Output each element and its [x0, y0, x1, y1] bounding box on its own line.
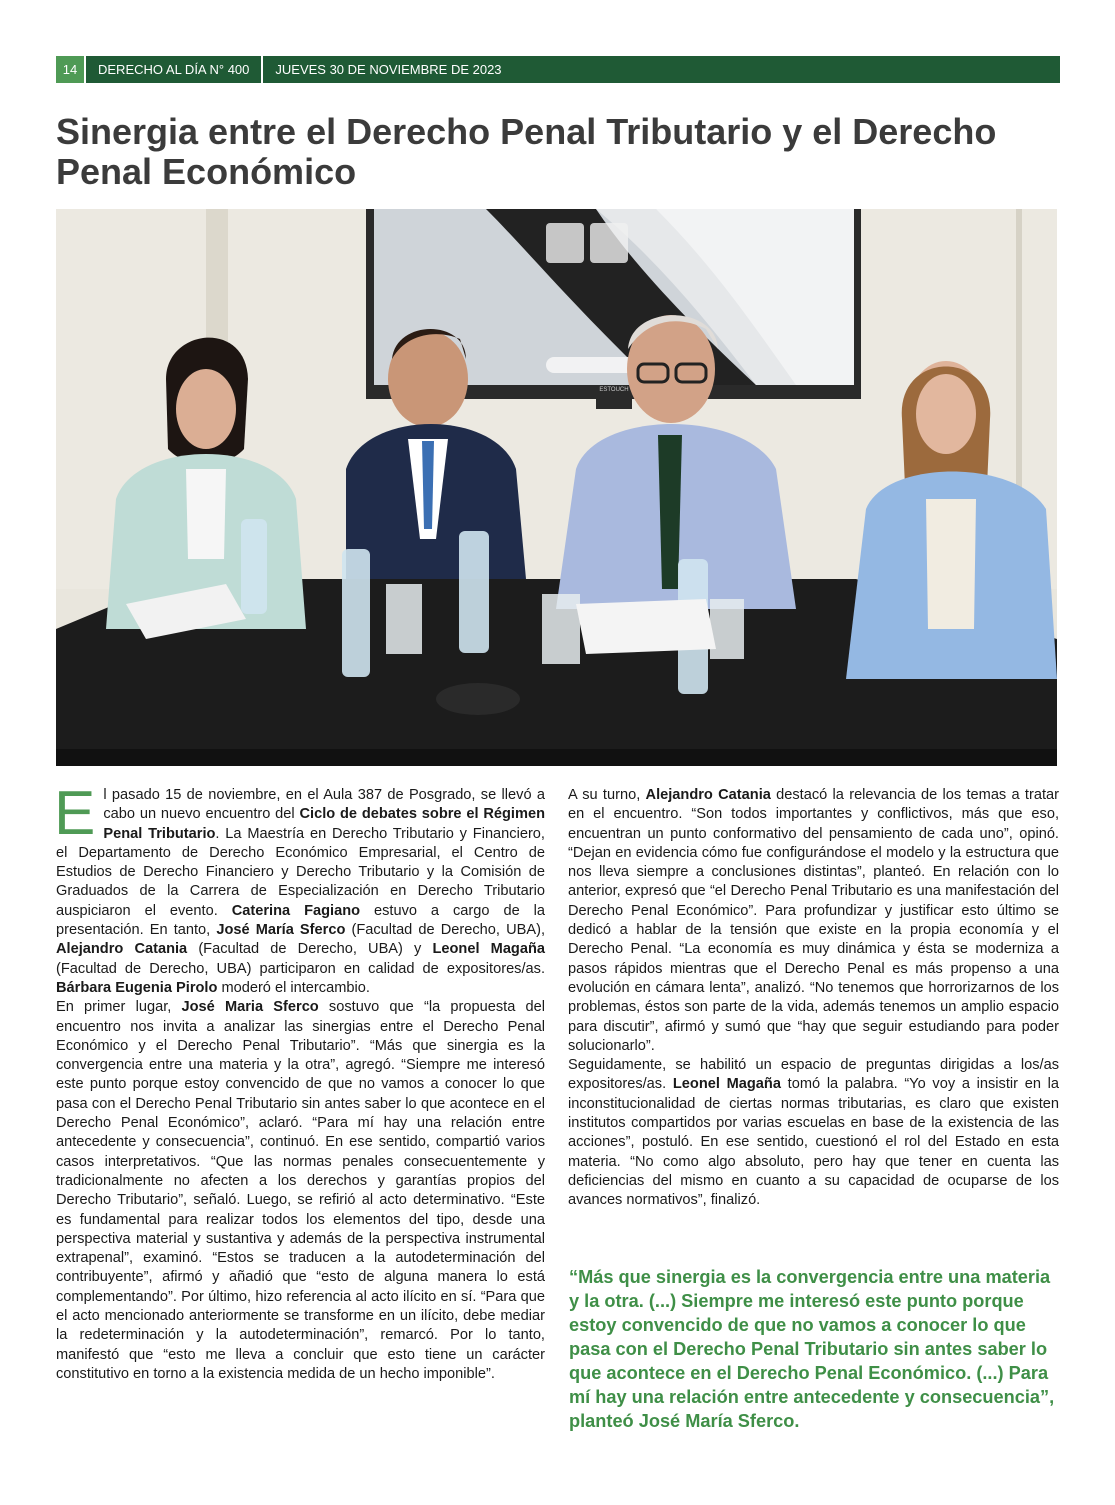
article-photo	[56, 209, 1057, 766]
article-column-left	[54, 779, 546, 1384]
body-paragraph: A su turno, Alejandro Catania destacó la relevancia de los temas a tratar en el encuentro. “Son todos importantes y conflictivos, más que eso, encuentran un punto conformativo del pensamiento de cada uno”, opinó. “Dejan en evidencia cómo fue configurándose el modelo y la estructura que nos lleva siempre a conclusiones distintas”, planteó. En relación con lo anterior, expresó que “el Derecho Penal Tributario es una manifestación del Derecho Penal Económico”. Para profundizar y justificar esto último se dedicó a hablar de la tensión que existe en la propia economía y el Derecho Penal. “La economía es muy dinámica y ésta se moderniza a pasos rápidos mientras que el Derecho Penal es más propenso a una evolución en cámara lenta”, analizó. “No tenemos que horrorizarnos de los problemas, éstos son parte de la vida, además tenemos un amplio espacio para discutir”, afirmó y sumó que “hay que seguir estudiando para poder solucionarlo”.	[568, 787, 1059, 1054]
body-paragraph: En primer lugar, José Maria Sferco sostuvo que “la propuesta del encuentro nos invita a analizar las sinergias entre el Derecho Penal Económico y el Derecho Penal Tributario”. “Más que sinergia es la convergencia entre una materia y la otra”, agregó. “Siempre me interesó este punto porque estoy convencido de que no vamos a conocer lo que pasa con el Derecho Penal Tributario sin antes saber lo que acontece en el Derecho Penal Económico”, aclaró. “Para mí hay una relación entre antecedente y consecuencia”, continuó. En ese sentido, compartió varios casos interpretativos. “Que las normas penales consecuentemente y tradicionalmente no afecten a los derechos y garantías propios del Derecho Tributario”, señaló. Luego, se refirió al acto determinativo. “Este es fundamental para realizar todos los elementos del tipo, desde una perspectiva material y sustantiva y además de la perspectiva instrumental extrapenal”, examinó. “Estos se traducen a la autodeterminación del contribuyente”, afirmó y añadió que “esto de alguna manera lo está complementando”. Por último, hizo referencia al acto ilícito en sí. “Para que el acto mencionado anteriormente se transforme en un ilícito, debe mediar la redeterminación y la autodeterminación”, remarcó. Por lo tanto, manifestó que “esto me lleva a concluir que esto tiene un carácter constitutivo en torno a la existencia medida de un hecho imponible”.	[56, 999, 545, 1382]
bold-name: Alejandro Catania	[645, 787, 771, 803]
bold-name: José María Sferco	[216, 922, 346, 939]
bold-name: Ciclo de debates sobre el Régimen Penal Tributario	[103, 806, 545, 842]
panel-photo-illustration	[56, 209, 1057, 766]
publication-date: JUEVES 30 DE NOVIEMBRE DE 2023	[275, 62, 502, 77]
tv-brand-label: ESTOUCH	[599, 387, 629, 393]
publication-name: DERECHO AL DÍA N° 400	[86, 56, 263, 83]
bold-name: Caterina Fagiano	[231, 902, 361, 919]
body-paragraph: El pasado 15 de noviembre, en el Aula 387 de Posgrado, se llevó a cabo un nuevo encuentro del Ciclo de debates sobre el Régimen Penal Tributario. La Maestría en Derecho Tributario y Financiero, el Departamento de Derecho Económico Empresarial, el Centro de Estudios de Derecho Financiero y Derecho Tributario y la Comisión de Graduados de la Carrera de Especialización en Derecho Tributario auspiciaron el evento. Caterina Fagiano estuvo a cargo de la presentación. En tanto, José María Sferco (Facultad de Derecho, UBA), Alejandro Catania (Facultad de Derecho, UBA) y Leonel Magaña (Facultad de Derecho, UBA) participaron en calidad de expositores/as. Bárbara Eugenia Pirolo moderó el intercambio.	[54, 779, 546, 996]
bold-name: José Maria Sferco	[181, 999, 319, 1016]
bold-name: Leonel Magaña	[432, 941, 545, 958]
bold-name: Leonel Magaña	[672, 1076, 781, 1093]
body-paragraph: Seguidamente, se habilitó un espacio de preguntas dirigidas a los/as expositores/as. Leonel Magaña tomó la palabra. “Yo voy a insistir en la inconstitucionalidad de ciertas normas tributarias, es claro que existen institutos compartidos por varias escuelas en base de la existencia de las acciones”, postuló. En ese sentido, cuestionó el rol del Estado en esta materia. “No como algo absoluto, pero hay que tener en cuenta las deficiencias del mismo en cuanto a su capacidad de ocuparse de los avances normativos”, finalizó.	[568, 1057, 1060, 1209]
header-bar	[56, 56, 1060, 83]
bold-name: Bárbara Eugenia Pirolo	[56, 979, 218, 996]
pull-quote: “Más que sinergia es la convergencia entre una materia y la otra. (...) Siempre me interesó este punto porque estoy convencido de que no vamos a conocer lo que pasa con el Derecho Penal Tributario sin antes saber lo que acontece en el Derecho Penal Económico. (...) Para mí hay una relación entre antecedente y consecuencia”, planteó José María Sferco.	[569, 1267, 1055, 1431]
article-title: Sinergia entre el Derecho Penal Tributario y el Derecho Penal Económico	[56, 111, 997, 192]
page-number: 14	[56, 56, 86, 83]
bold-name: Alejandro Catania	[56, 941, 188, 958]
drop-cap: E	[54, 779, 96, 848]
article-column-right	[568, 786, 1059, 1211]
